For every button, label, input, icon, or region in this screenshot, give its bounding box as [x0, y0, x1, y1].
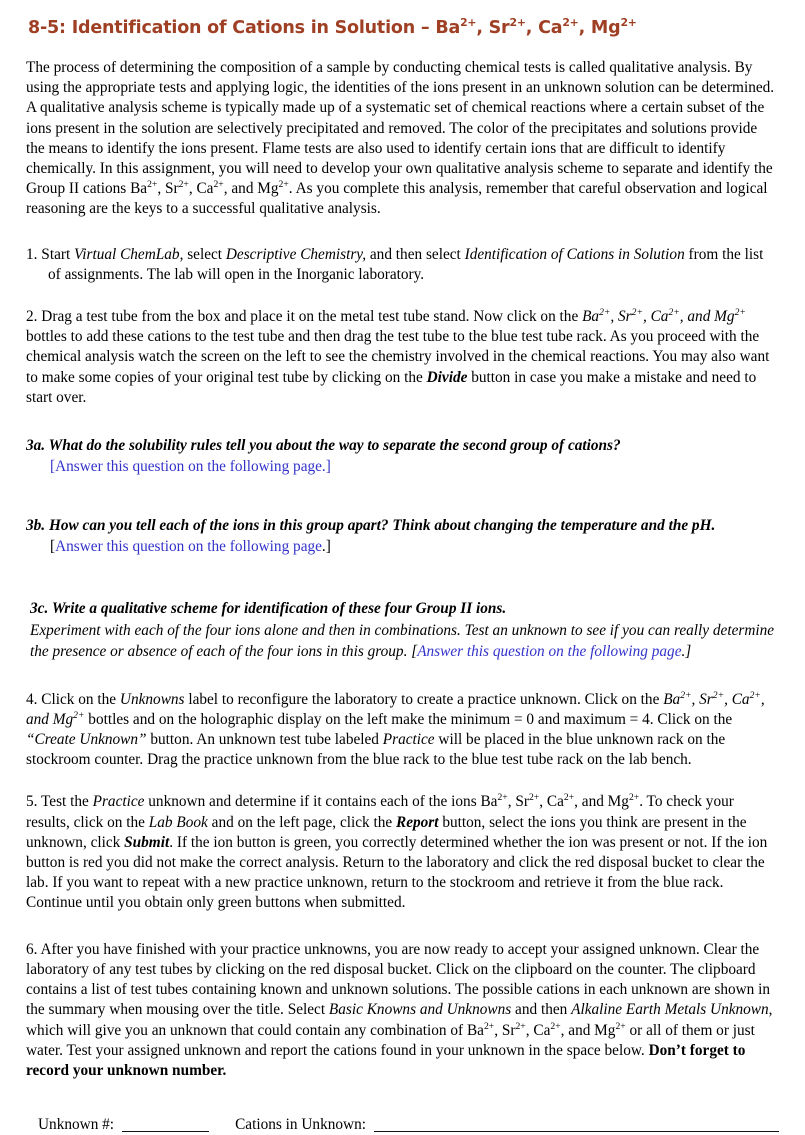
step-2-ion-ca: , Ca [642, 308, 669, 326]
intro-text-d: , and Mg [223, 180, 279, 198]
step-5-text-5: , and Mg [574, 793, 629, 811]
step-2-sup-ca: 2+ [668, 306, 680, 318]
step-1-text-1: Start [37, 245, 75, 263]
intro-sup-sr: 2+ [178, 179, 189, 191]
question-3c-bracket-open: [ [411, 642, 418, 660]
intro-sup-ba: 2+ [147, 179, 158, 191]
unknown-number-label: Unknown #: [38, 1116, 115, 1134]
step-1-emphasis-descriptive-chemistry: Descriptive Chemistry, [225, 245, 367, 263]
step-5-report-button-reference: Report [396, 813, 439, 831]
step-4-paragraph [26, 690, 779, 771]
step-5-text-4: , Ca [539, 793, 564, 811]
step-5-sup-ba: 2+ [497, 792, 508, 804]
step-2-sup-sr: 2+ [631, 306, 643, 318]
question-3b-text: How can you tell each of the ions in this group apart? Think about changing the temperature and the pH. [45, 517, 716, 535]
step-2-sup-ba: 2+ [599, 306, 611, 318]
step-4-ion-mg: , and Mg [26, 690, 765, 728]
step-4-create-unknown-button-reference: “Create Unknown” [26, 731, 147, 749]
step-5-text-3: , Sr [507, 793, 529, 811]
step-5-text-1: 5. Test the [26, 793, 93, 811]
step-6-text-6: , and Mg [560, 1021, 616, 1039]
step-1-number: 1. [26, 245, 38, 263]
step-2-text-1: 2. Drag a test tube from the box and place it on the metal test tube stand. Now click on the [26, 308, 583, 326]
step-4-sup-ca: 2+ [749, 689, 761, 701]
cations-in-unknown-input[interactable] [374, 1121, 779, 1132]
step-1-text-3: and then select [366, 245, 465, 263]
step-6-sup-mg: 2+ [615, 1020, 626, 1032]
question-3a-answer-line [26, 456, 779, 477]
step-2-paragraph [26, 307, 779, 408]
title-sup-mg: 2+ [620, 16, 637, 30]
step-5-emphasis-lab-book: Lab Book [148, 813, 208, 831]
step-5-text-2: unknown and determine if it contains each of the ions Ba [144, 793, 498, 811]
intro-sup-ca: 2+ [213, 179, 224, 191]
step-6-reminder-bold: Don’t forget to record your unknown number. [26, 1041, 746, 1079]
step-4-text-2: label to reconfigure the laboratory to create a practice unknown. Click on the [184, 690, 664, 708]
step-4-emphasis-practice: Practice [382, 731, 435, 749]
unknown-number-input[interactable] [122, 1121, 209, 1132]
question-3a-bracket-close: ] [325, 458, 331, 476]
question-3c-body-text: Experiment with each of the four ions alone and then in combinations. Test an unknown to see if you can really determine the presence or absence of each of the four ions in this group. [30, 621, 775, 660]
intro-text-b: , Sr [157, 180, 179, 198]
question-3b [26, 516, 779, 557]
step-1-text-4: from the list of assignments. The lab will open in the Inorganic laboratory. [48, 245, 764, 283]
step-6-emphasis-basic-knowns: Basic Knowns and Unknowns [328, 1001, 512, 1019]
step-4-ion-ba: Ba [663, 690, 681, 708]
title-sup-ca: 2+ [562, 16, 579, 30]
step-1-emphasis-assignment-name: Identification of Cations in Solution [464, 245, 685, 263]
intro-text-a: The process of determining the composition of a sample by conducting chemical tests is called qualitative analysis. By using the appropriate tests and applying logic, the identities of the ions present in an unknown solution can be determined. A qualitative analysis scheme is typically made up of a systematic set of chemical reactions where a certain subset of the ions present in the solution are selectively precipitated and removed. The color of the precipitates and solutions provide the means to identify the ions present. Flame tests are also used to identify certain ions that are difficult to identify chemically. In this assignment, you will need to develop your own qualitative analysis scheme to separate and identify the Group II cations Ba [26, 59, 775, 198]
question-3a-text: What do the solubility rules tell you about the way to separate the second group of cations? [45, 437, 621, 455]
step-5-paragraph [26, 792, 779, 913]
page-title [28, 14, 779, 38]
question-3b-heading [26, 516, 779, 536]
question-3c-text: Write a qualitative scheme for identification of these four Group II ions. [48, 600, 507, 618]
step-6-text-1: 6. After you have finished with your practice unknowns, you are now ready to accept your assigned unknown. Clear the laboratory of any test tubes by clicking on the red disposal bucket. Click on the clipboard on the counter. The clipboard contains a list of test tubes containing known and unknown solutions. The possible cations in each unknown are shown in the summary when mousing over the title. Select [26, 940, 771, 1019]
question-3c-heading [30, 599, 779, 619]
question-3a-answer-link[interactable]: Answer this question on the following page. [55, 458, 326, 476]
step-4-text-1: 4. Click on the [26, 690, 120, 708]
step-2-sup-mg: 2+ [734, 306, 746, 318]
answer-fields-row [26, 1115, 779, 1135]
step-5-text-9: . If the ion button is green, you correctly determined whether the ion was present or not. If the ion button is red you did not make the correct analysis. Return to the laboratory and click the red disposal bucket to clear the lab. If you want to repeat with a new practice unknown, return to the stockroom and retrieve it from the blue rack. Continue until you obtain only green buttons when submitted. [26, 833, 768, 912]
question-3a-heading [26, 436, 779, 456]
step-2-ion-ba: Ba [582, 308, 600, 326]
step-5-text-7: and on the left page, click the [207, 813, 397, 831]
question-3b-bracket-open: [ [50, 538, 56, 556]
step-6-sup-ca: 2+ [550, 1020, 561, 1032]
step-5-text-8: button, select the ions you think are present in the unknown, click [26, 813, 747, 851]
question-3c [26, 599, 779, 661]
step-4-text-4: button. An unknown test tube labeled [146, 731, 383, 749]
step-6-text-5: , Ca [525, 1021, 551, 1039]
intro-paragraph [26, 58, 779, 220]
step-1-emphasis-virtual-chemlab: Virtual ChemLab [74, 245, 180, 263]
step-6-text-3: , which will give you an unknown that could contain any combination of Ba [26, 1001, 773, 1039]
question-3c-bracket-close: .] [681, 642, 692, 660]
step-4-text-5: will be placed in the blue unknown rack on the stockroom counter. Drag the practice unknown from the blue rack to the blue test tube rack on the lab bench. [26, 731, 726, 769]
step-5-sup-ca: 2+ [563, 792, 575, 804]
question-3b-answer-link[interactable]: Answer this question on the following page [55, 538, 322, 556]
title-sup-ba: 2+ [460, 16, 477, 30]
step-4-ion-sr: , Sr [691, 690, 713, 708]
step-6-paragraph [26, 940, 779, 1081]
question-3c-label: 3c. [30, 600, 49, 618]
step-6-emphasis-alkaline-earth: Alkaline Earth Metals Unknown [571, 1001, 769, 1019]
question-3b-bracket-close: .] [321, 538, 331, 556]
step-6-text-4: , Sr [494, 1021, 516, 1039]
intro-text-c: , Ca [188, 180, 214, 198]
step-6-sup-sr: 2+ [515, 1020, 526, 1032]
step-5-emphasis-practice: Practice [92, 793, 145, 811]
step-5-sup-sr: 2+ [528, 792, 540, 804]
page-title-sep2: , Ca [525, 18, 563, 38]
question-3a-bracket-open: [ [50, 458, 56, 476]
page-title-sep1: , Sr [476, 18, 510, 38]
question-3b-label: 3b. [26, 517, 46, 535]
step-1-text-2: , select [179, 245, 226, 263]
question-3b-answer-line [26, 536, 779, 557]
step-2-ion-mg: , and Mg [679, 308, 735, 326]
step-2-ion-sr: , Sr [610, 308, 632, 326]
step-4-sup-sr: 2+ [712, 689, 725, 701]
title-sup-sr: 2+ [509, 16, 526, 30]
question-3c-body [30, 620, 779, 662]
step-1-paragraph [26, 245, 779, 285]
step-4-sup-ba: 2+ [680, 689, 692, 701]
cations-in-unknown-label: Cations in Unknown: [235, 1116, 366, 1134]
step-5-submit-button-reference: Submit [124, 833, 170, 851]
step-6-text-2: and then [511, 1001, 572, 1019]
step-6-text-7: or all of them or just water. Test your assigned unknown and report the cations found in your unknown in the space below. [26, 1021, 755, 1059]
step-2-text-2: bottles to add these cations to the test tube and then drag the test tube to the blue test tube rack. As you proceed with the chemical analysis watch the screen on the left to see the chemistry involved in the chemical reactions. You may also want to make some copies of your original test tube by clicking on the [26, 328, 770, 386]
step-2-divide-button-reference: Divide [426, 368, 468, 386]
step-2-text-3: button in case you make a mistake and need to start over. [26, 368, 757, 406]
step-6-sup-ba: 2+ [483, 1020, 495, 1032]
page-title-sep3: , Mg [578, 18, 621, 38]
step-4-emphasis-unknowns: Unknowns [119, 690, 185, 708]
intro-text-e: . As you complete this analysis, remember that careful observation and logical reasoning are the keys to a successful qualitative analysis. [26, 180, 768, 218]
step-4-ion-ca: , Ca [724, 690, 750, 708]
question-3a [26, 436, 779, 477]
question-3a-label: 3a. [26, 437, 46, 455]
page-title-lead: 8-5: Identification of Cations in Solution – Ba [28, 18, 461, 38]
step-5-text-6: . To check your results, click on the [26, 793, 734, 831]
step-4-sup-mg: 2+ [73, 709, 85, 721]
step-4-text-3: bottles and on the holographic display on the left make the minimum = 0 and maximum = 4. Click on the [84, 710, 733, 728]
question-3c-answer-link[interactable]: Answer this question on the following page [417, 642, 682, 660]
step-5-sup-mg: 2+ [628, 792, 640, 804]
intro-sup-mg: 2+ [278, 179, 289, 191]
